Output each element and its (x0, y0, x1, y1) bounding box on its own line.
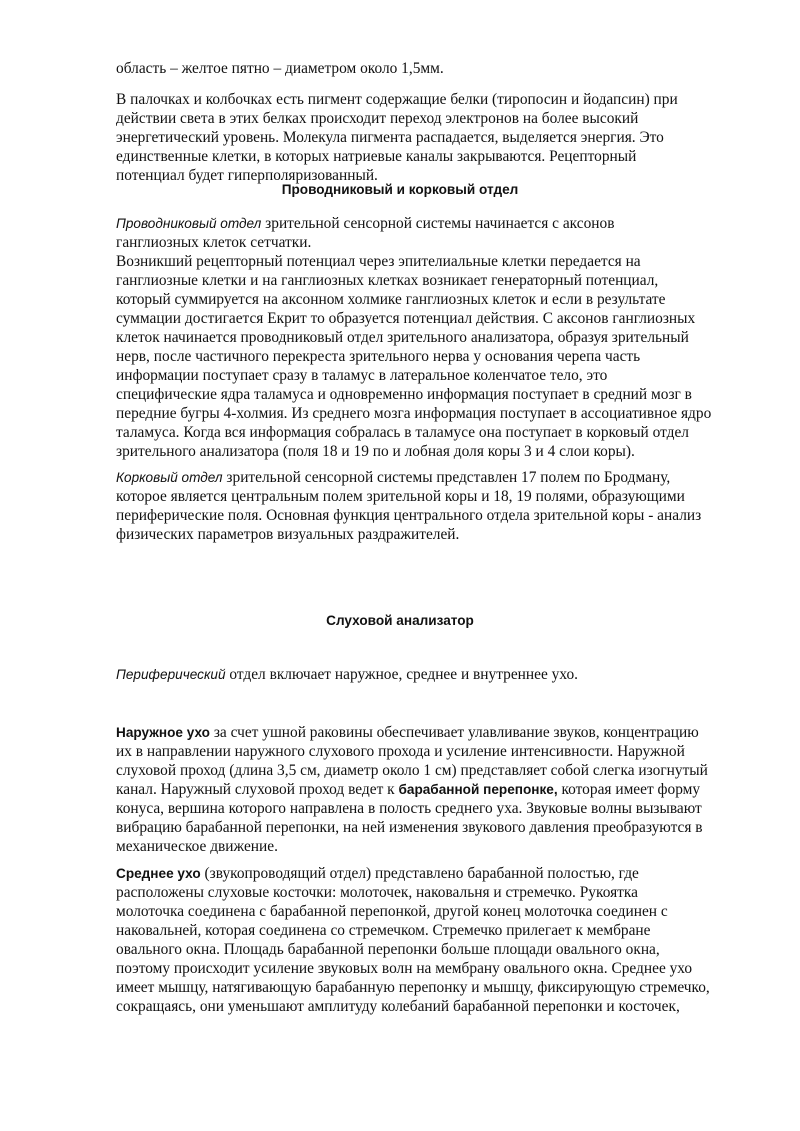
term-cortical-section: Корковый отдел (116, 470, 223, 485)
text-line: передние бугры 4-холмия. Из среднего мозга информация поступает в ассоциативное ядро (116, 405, 712, 422)
term-conductive-section: Проводниковый отдел (116, 216, 262, 231)
term-eardrum: барабанной перепонке, (398, 782, 558, 797)
paragraph-conductive-section (116, 214, 756, 461)
text-line: сокращаясь, они уменьшают амплитуду колебаний барабанной перепонки и косточек, (116, 998, 680, 1015)
paragraph-yellow-spot (116, 59, 756, 78)
text-line: информации поступает сразу в таламус в латеральное коленчатое тело, это (116, 367, 608, 384)
text-line: вибрацию барабанной перепонки, на ней изменения звукового давления преобразуются в (116, 819, 703, 836)
text-line: канал. Наружный слуховой проход ведет к (116, 781, 399, 798)
term-middle-ear: Среднее ухо (116, 866, 201, 881)
text-line: расположены слуховые косточки: молоточек, наковальня и стремечко. Рукоятка (116, 884, 638, 901)
text-line: потенциал будет гиперполяризованный. (116, 167, 378, 184)
text-line: конуса, вершина которого направлена в полость среднего уха. Звуковые волны вызывают (116, 800, 702, 817)
text-line: В палочках и колбочках есть пигмент содержащие белки (тиропосин и йодапсин) при (116, 91, 678, 108)
text-line: суммации достигается Екрит то образуется потенциал действия. С аксонов ганглиозных (116, 310, 696, 327)
text-line: который суммируется на аксонном холмике ганглиозных клеток и если в результате (116, 291, 666, 308)
term-outer-ear: Наружное ухо (116, 725, 210, 740)
heading-conductive-cortical: Проводниковый и корковый отдел (281, 182, 519, 197)
text-line: ганглиозных клеток сетчатки. (116, 234, 312, 251)
text-line: зрительного анализатора (поля 18 и 19 по и лобная доля коры 3 и 4 слои коры). (116, 443, 635, 460)
paragraph-peripheral-section (116, 665, 756, 684)
text-line: специфические ядра таламуса и одновременно информация поступает в средний мозг в (116, 386, 692, 403)
text-line: молоточка соединена с барабанной перепонкой, другой конец молоточка соединен с (116, 903, 668, 920)
text-line: механическое движение. (116, 838, 278, 855)
text-line: (звукопроводящий отдел) представлено барабанной полостью, где (200, 865, 639, 882)
text-line: отдел включает наружное, среднее и внутреннее ухо. (225, 666, 578, 683)
text-line: нерв, после частичного перекреста зрительного нерва у основания черепа часть (116, 348, 641, 365)
text-line: овального окна. Площадь барабанной перепонки больше площади овального окна, (116, 941, 660, 958)
paragraph-cortical-section (116, 468, 756, 544)
text-line: зрительной сенсорной системы представлен 17 полем по Бродману, (222, 469, 671, 486)
text-line: физических параметров визуальных раздражителей. (116, 526, 460, 543)
text-line: наковальней, которая соединена со стремечком. Стремечко прилегает к мембране (116, 922, 651, 939)
text-line: Возникший рецепторный потенциал через эпителиальные клетки передается на (116, 253, 641, 270)
paragraph-middle-ear (116, 864, 756, 1016)
text-line: ганглиозные клетки и на ганглиозных клетках возникает генераторный потенциал, (116, 272, 659, 289)
text-line: клеток начинается проводниковый отдел зрительного анализатора, образуя зрительный (116, 329, 689, 346)
text-line: действии света в этих белках происходит переход электронов на более высокий (116, 110, 639, 127)
heading-auditory-analyzer: Слуховой анализатор (326, 613, 474, 628)
text-line: зрительной сенсорной системы начинается с аксонов (261, 215, 615, 232)
text-line: поэтому происходит усиление звуковых волн на мембрану овального окна. Среднее ухо (116, 960, 693, 977)
text-line: которая имеет форму (557, 781, 701, 798)
paragraph-outer-ear (116, 723, 756, 856)
text-line: имеет мышцу, натягивающую барабанную перепонку и мышцу, фиксирующую стремечко, (116, 979, 710, 996)
text-line: область – желтое пятно – диаметром около 1,5мм. (116, 60, 444, 77)
text-line: энергетический уровень. Молекула пигмента распадается, выделяется энергия. Это (116, 129, 664, 146)
text-line: слуховой проход (длина 3,5 см, диаметр около 1 см) представляет собой слегка изогнутый (116, 762, 708, 779)
paragraph-pigment (116, 90, 756, 185)
text-line: таламуса. Когда вся информация собралась в таламусе она поступает в корковый отдел (116, 424, 689, 441)
term-peripheral-section: Периферический (116, 667, 226, 682)
text-line: их в направлении наружного слухового прохода и усиление интенсивности. Наружной (116, 743, 685, 760)
text-line: которое является центральным полем зрительной коры и 18, 19 полями, образующими (116, 488, 685, 505)
text-line: за счет ушной раковины обеспечивает улавливание звуков, концентрацию (209, 724, 699, 741)
text-line: периферические поля. Основная функция центрального отдела зрительной коры - анализ (116, 507, 702, 524)
text-line: единственные клетки, в которых натриевые каналы закрываются. Рецепторный (116, 148, 637, 165)
